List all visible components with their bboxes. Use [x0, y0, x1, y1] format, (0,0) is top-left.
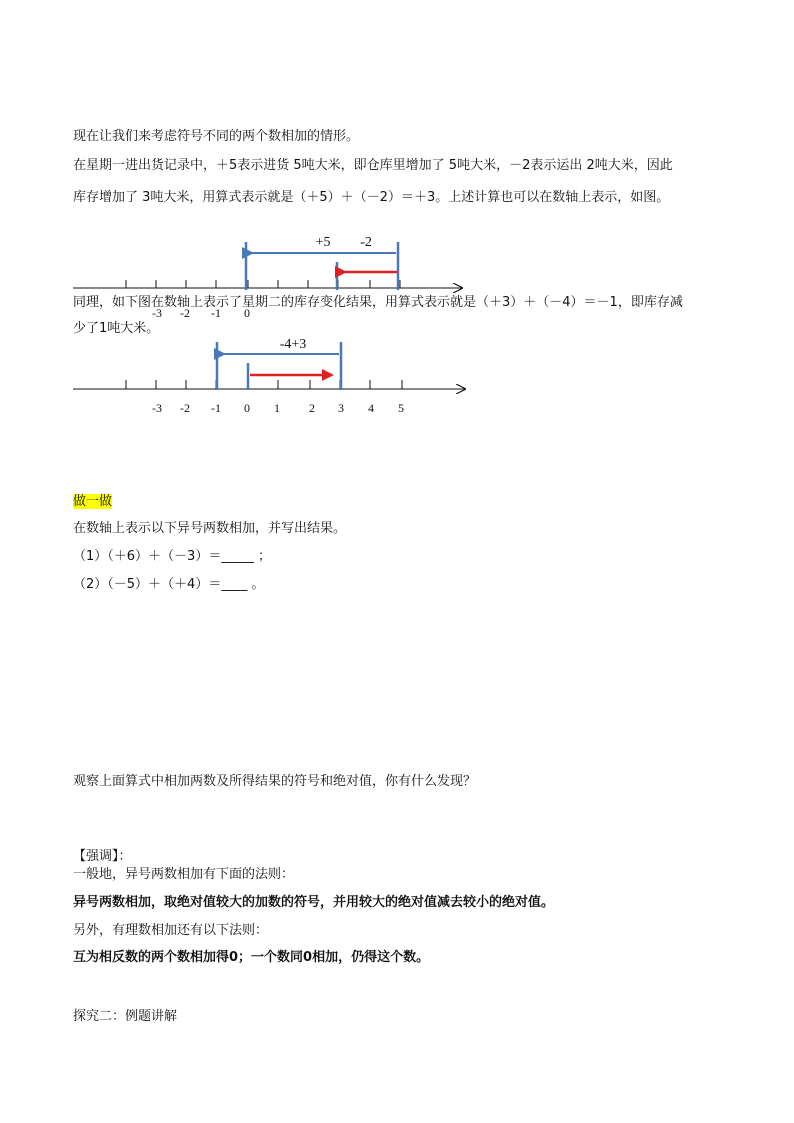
practice-q1: （1）（＋6）＋（－3）＝_____ ； — [73, 549, 271, 564]
emphasis-line1: 一般地，异号两数相加有下面的法则： — [73, 867, 295, 882]
label-plus5: +5 — [315, 235, 331, 250]
tick-label: 5 — [398, 401, 404, 415]
tick-label: 0 — [244, 401, 250, 415]
tick-label: 3 — [338, 401, 344, 415]
rule-opposite-signs: 异号两数相加，取绝对值较大的加数的符号，并用较大的绝对值减去较小的绝对值。 — [73, 895, 555, 910]
tick-label: -1 — [211, 401, 221, 415]
intro-text: 现在让我们来考虑符号不同的两个数相加的情形。 — [73, 129, 360, 144]
example2-line2: 少了1吨大米。 — [73, 321, 160, 336]
example1-line1: 在星期一进出货记录中，＋5表示进货 5吨大米，即仓库里增加了 5吨大米，－2表示运出 2吨大米，因此 — [73, 158, 673, 173]
label-minus2: -2 — [360, 235, 372, 250]
number-line-figure-2 — [0, 330, 794, 420]
tick-label: 4 — [368, 401, 374, 415]
practice-q2: （2）（－5）＋（＋4）＝____ 。 — [73, 577, 265, 592]
practice-heading-text: 做一做 — [73, 494, 113, 509]
practice-heading — [73, 493, 112, 511]
tick-label: -2 — [180, 401, 190, 415]
plus3-segment — [248, 363, 332, 390]
tick-label: 0 — [244, 306, 250, 320]
axis-ticks — [126, 380, 402, 389]
example2-line1: 同理，如下图在数轴上表示了星期二的库存变化结果，用算式表示就是（＋3）＋（－4）＝－1，即库存减 — [73, 295, 683, 310]
tick-label: 2 — [309, 401, 315, 415]
tick-label: -3 — [152, 306, 162, 320]
label-minus4-plus3: -4+3 — [279, 337, 307, 352]
number-line-figure-1 — [0, 230, 794, 330]
axis-ticks — [126, 280, 400, 288]
tick-label: -1 — [211, 306, 221, 320]
example1-line2: 库存增加了 3吨大米，用算式表示就是（＋5）＋（－2）＝＋3。上述计算也可以在数轴上表示，如图。 — [73, 190, 670, 205]
tick-label: -2 — [180, 306, 190, 320]
observe-question: 观察上面算式中相加两数及所得结果的符号和绝对值，你有什么发现？ — [73, 774, 477, 789]
practice-instruction: 在数轴上表示以下异号两数相加，并写出结果。 — [73, 521, 347, 536]
tick-label: -3 — [152, 401, 162, 415]
rule-opposites-zero: 互为相反数的两个数相加得0；一个数同0相加，仍得这个数。 — [73, 950, 430, 965]
emphasis-line2: 另外，有理数相加还有以下法则： — [73, 923, 269, 938]
emphasis-heading: 【强调】： — [73, 849, 132, 864]
minus2-segment — [337, 262, 397, 290]
section2-heading: 探究二：例题讲解 — [73, 1009, 178, 1024]
tick-label: 1 — [274, 401, 280, 415]
